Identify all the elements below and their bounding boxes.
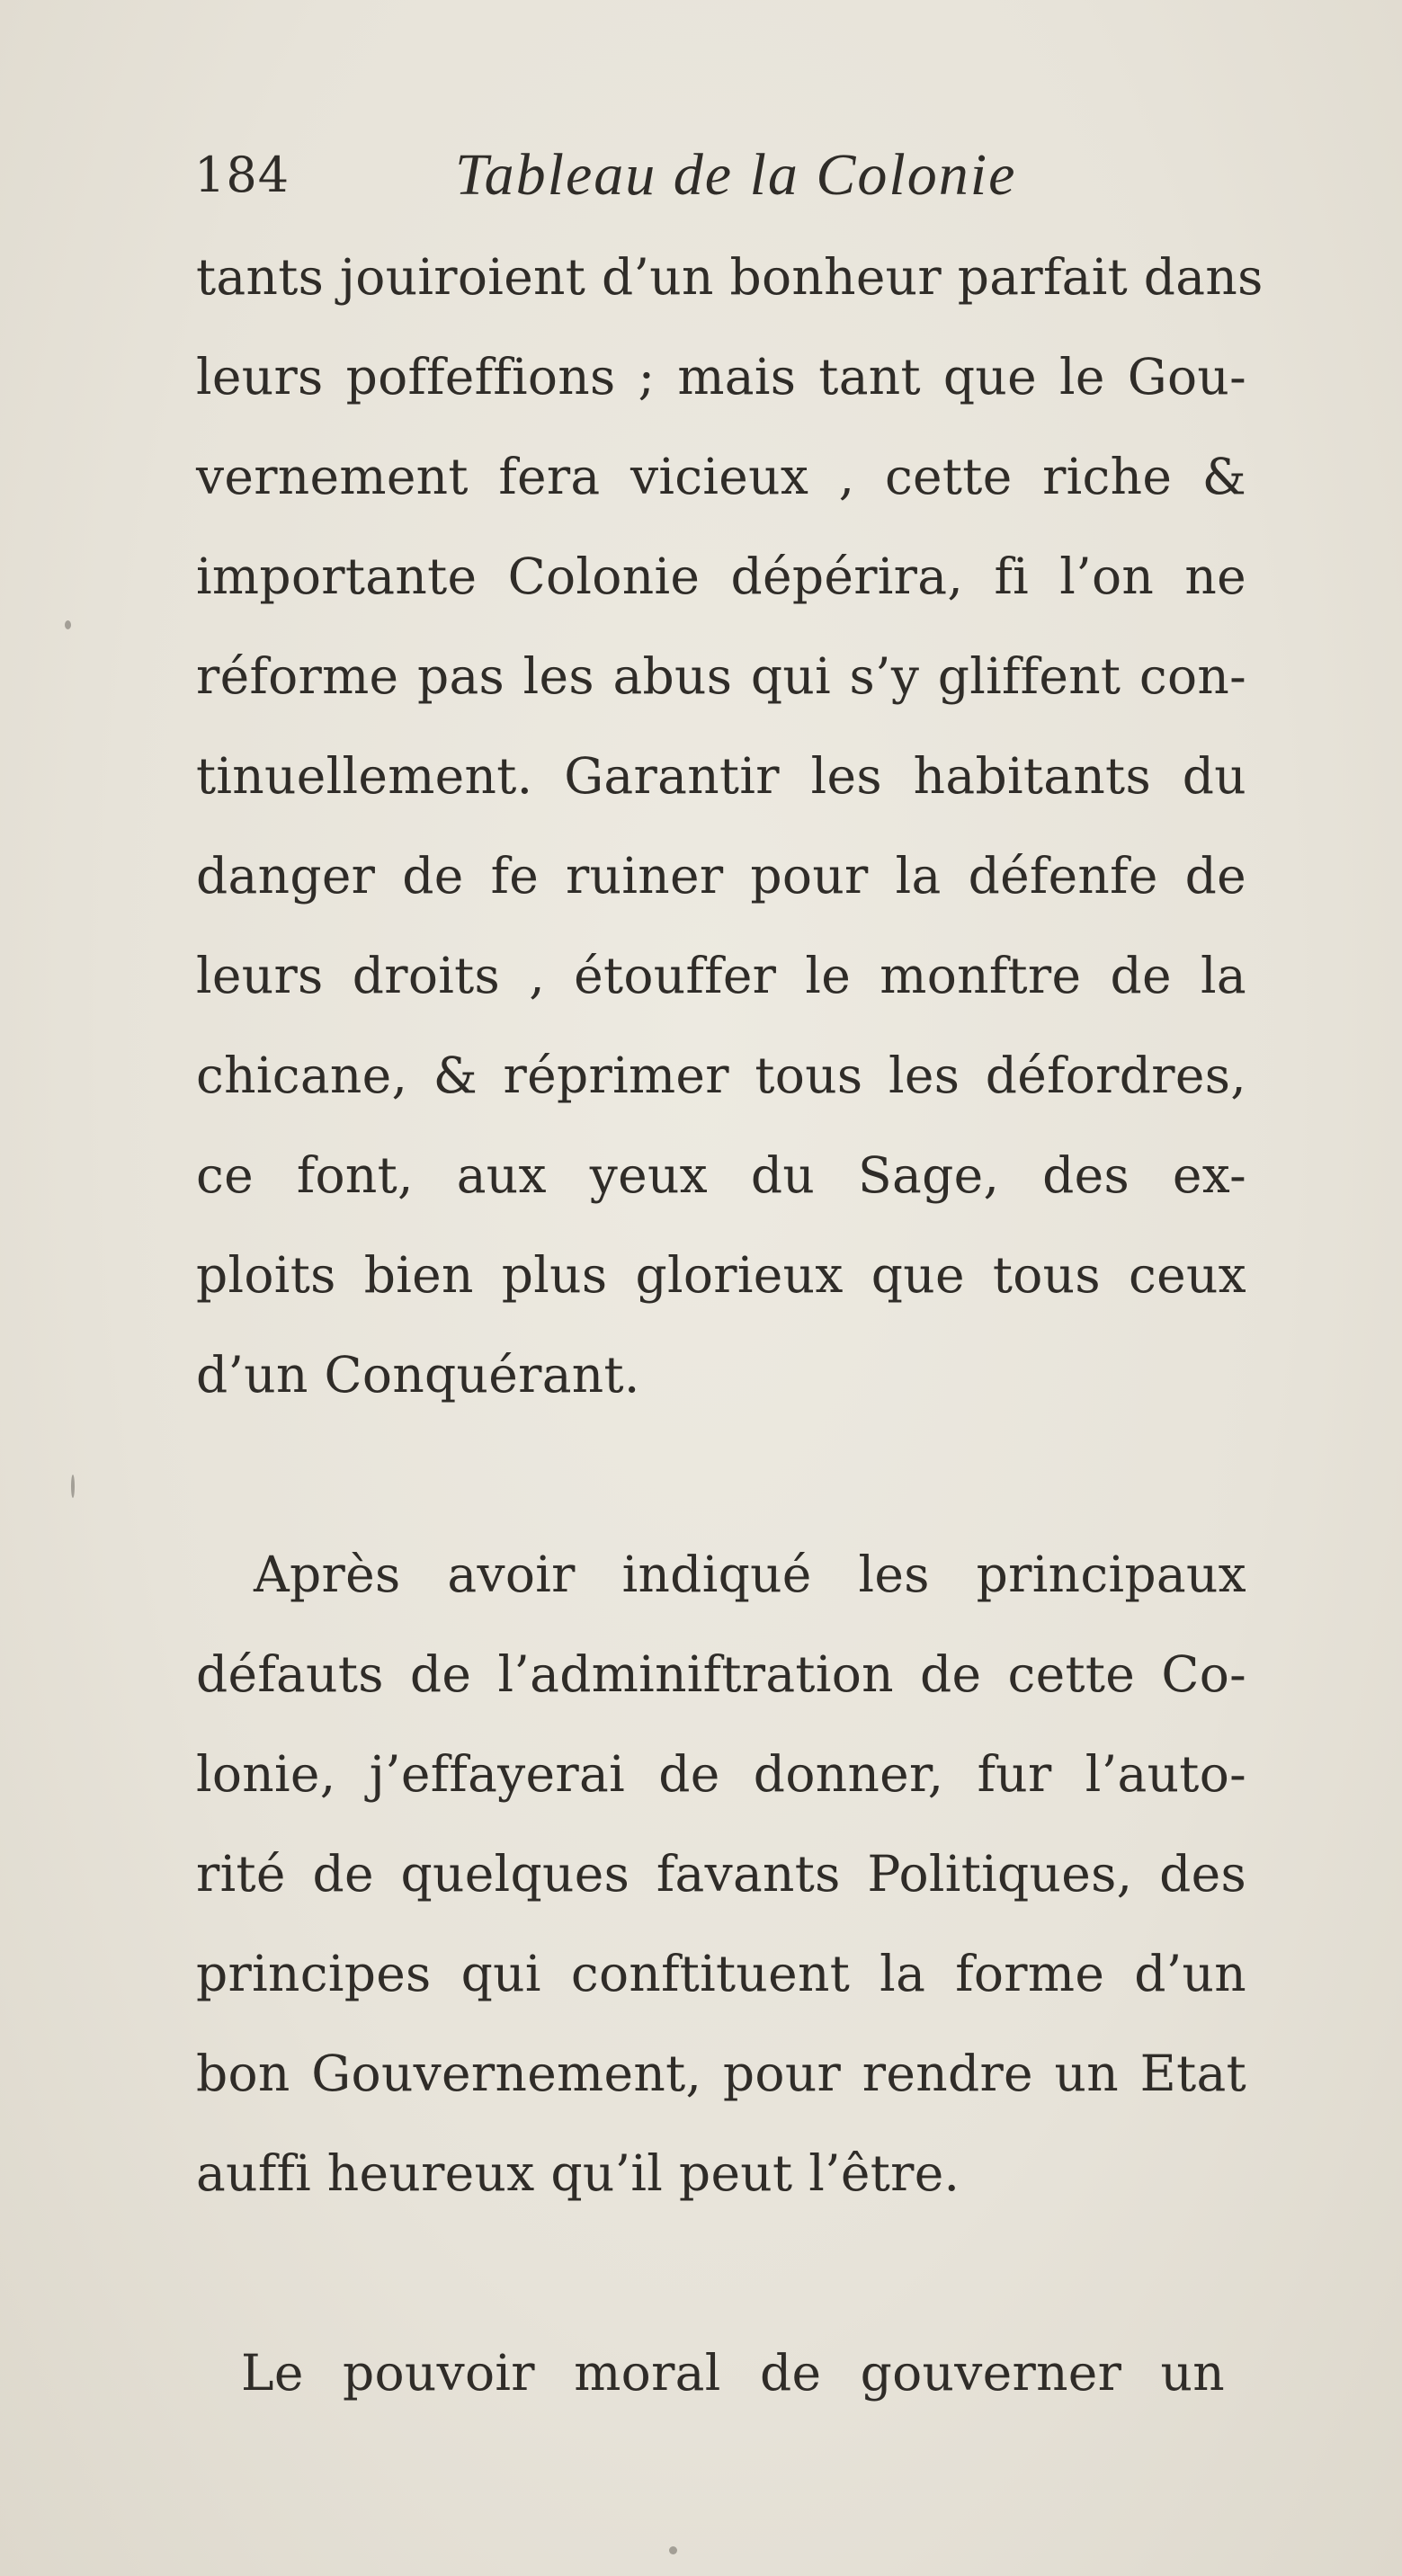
text-line: ploits bien plus glorieux que tous ceux (196, 1246, 1246, 1304)
text-line: importante Colonie dépérira, fi l’on ne (196, 548, 1246, 605)
running-head-title: Tableau de la Colonie (455, 142, 1017, 208)
ink-speck (71, 1475, 75, 1498)
text-line: défauts de l’adminiftration de cette Co- (196, 1645, 1246, 1703)
text-line: chicane, & réprimer tous les défordres, (196, 1047, 1246, 1104)
text-line: leurs droits , étouffer le monftre de la (196, 947, 1246, 1004)
ink-speck (65, 620, 71, 629)
text-line: lonie, j’effayerai de donner, fur l’auto- (196, 1745, 1246, 1803)
text-line: leurs poffeffions ; mais tant que le Gou- (196, 348, 1246, 406)
page-number: 184 (194, 147, 290, 203)
text-line: tants jouiroient d’un bonheur parfait dans (196, 248, 1264, 306)
text-line: auffi heureux qu’il peut l’être. (196, 2144, 960, 2202)
text-line: ce font, aux yeux du Sage, des ex- (196, 1146, 1246, 1204)
text-line: Le pouvoir moral de gouverner un (241, 2344, 1225, 2402)
text-line: rité de quelques favants Politiques, des (196, 1845, 1246, 1903)
text-line: vernement fera vicieux , cette riche & (196, 448, 1246, 505)
text-line: Après avoir indiqué les principaux (254, 1546, 1246, 1603)
ink-speck (669, 2546, 677, 2554)
text-line: principes qui conftituent la forme d’un (196, 1945, 1246, 2002)
text-line: danger de fe ruiner pour la défenfe de (196, 847, 1246, 905)
text-line: tinuellement. Garantir les habitants du (196, 747, 1246, 805)
text-line: réforme pas les abus qui s’y gliffent con- (196, 647, 1246, 705)
text-line: bon Gouvernement, pour rendre un Etat (196, 2045, 1246, 2102)
text-line: d’un Conquérant. (196, 1346, 640, 1404)
running-head (0, 135, 1402, 216)
